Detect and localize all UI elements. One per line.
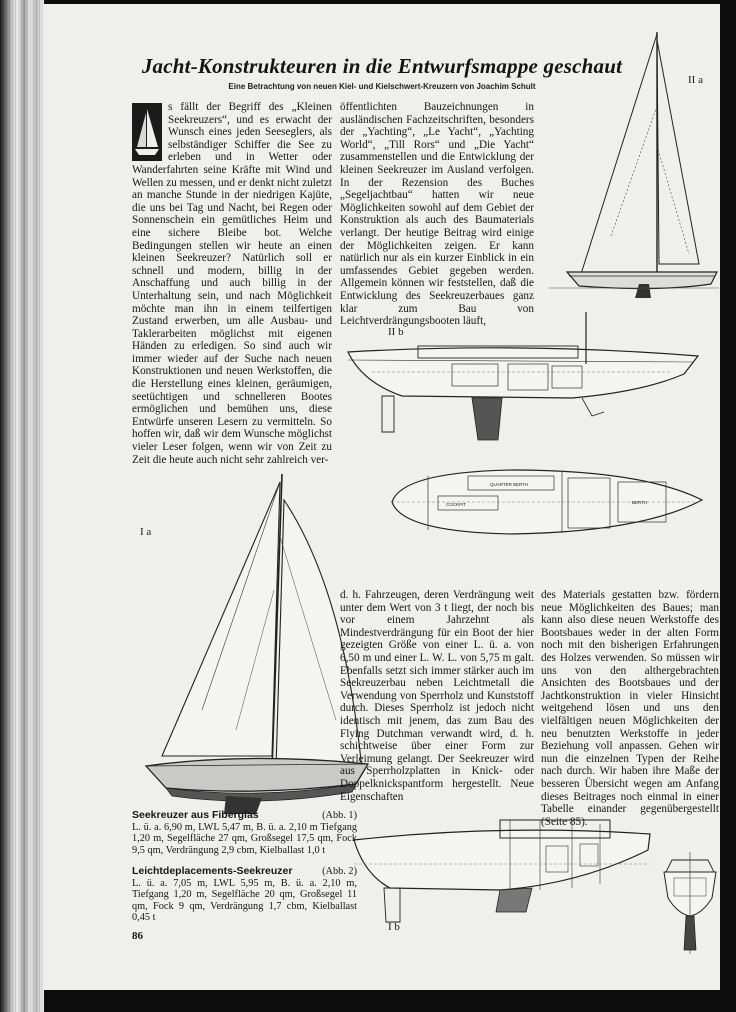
scan-right-edge <box>720 0 736 1012</box>
caption-1-title: Seekreuzer aus Fiberglas <box>132 809 259 821</box>
caption-2-ref: (Abb. 2) <box>322 866 357 877</box>
article-subtitle: Eine Betrachtung von neuen Kiel- und Kielschwert-Kreuzern von Joachim Schult <box>228 82 536 91</box>
text-column-4 <box>541 589 719 828</box>
magazine-page <box>44 4 720 990</box>
caption-1-ref: (Abb. 1) <box>322 810 357 821</box>
dropcap-e-sailboat-icon <box>132 103 162 161</box>
figure-IIb-label: II b <box>388 326 404 338</box>
caption-abb-2 <box>132 866 357 924</box>
column-2-text: öffentlichten Bauzeichnungen in ausländischen Fachzeitschriften, besonders der „Yachting“, „Le Yacht“, „Yachting World“, „Till Rors“ und „Die Yacht“ zusammenstellen und die Entwicklung der kleinen Seekreuzer im Ausland verfolgen. In der Rezension des Buches „Segeljachtbau“ hatten wir neue Möglichkeiten sowohl auf dem Gebiet der Konstruktion als auch des Baumaterials verlangt. Der heutige Beitrag wird einige der Möglichkeiten zeigen. Er kann natürlich nur als ein kurzer Einblick in ein umfassendes Gebiet gegeben werden. Allgemein können wir feststellen, daß die Entwicklung des Seekreuzerbaues ganz klar zum Bau von Leichtverdrängungsbooten läuft, <box>340 101 534 328</box>
text-column-2 <box>340 101 534 328</box>
figure-IIa-sail-plan <box>539 26 719 304</box>
caption-1-text: L. ü. a. 6,90 m, LWL 5,47 m, B. ü. a. 2,10 m Tiefgang 1,20 m, Segelfläche 27 qm, Großsegel 17,5 qm, Fock 9,5 qm, Verdrängung 2,9 cbm, Kielballast 1,0 t <box>132 821 357 856</box>
figure-IIa-label: II a <box>688 74 703 86</box>
figure-Ia-sail-plan <box>106 470 372 820</box>
column-4-text: des Materials gestatten bzw. fördern neue Möglichkeiten des Baues; man kann also diese neuen Werkstoffe des Bootsbaues weder in der alten Form noch mit den bisherigen Erfahrungen des Holzes verwenden. So müssen wir uns von den althergebrachten Ansichten des Bootsbaues und der Jachtkonstruktion in vieler Hinsicht weitgehend lösen und uns den vielfältigen neuen Möglichkeiten der neu benutzten Werkstoffe in jeder Beziehung voll anpassen. Gehen wir nun die einzelnen Typen der Reihe nach durch. Wir haben ihre Maße der besseren Übersicht wegen am Anfang dieses Beitrages noch einmal in einer Tabelle einander gegenübergestellt (Seite 85). <box>541 589 719 828</box>
figure-IIb-construction-plan <box>342 312 714 580</box>
plan-label-quarter-berth: QUARTER BERTH <box>490 482 529 487</box>
caption-2-text: L. ü. a. 7,05 m, LWL 5,95 m, B. ü. a. 2,10 m, Tiefgang 1,20 m, Segelfläche 20 qm, Großsegel 11 qm, Fock 9 qm, Verdrängung 1,7 cbm, Kielballast 0,45 t <box>132 877 357 923</box>
article-title: Jacht-Konstrukteuren in die Entwurfsmappe geschaut <box>141 54 623 78</box>
column-3-text: d. h. Fahrzeugen, deren Verdrängung weit unter dem Wert von 3 t liegt, der noch bis vor einem Jahrzehnt als Mindestverdrängung für ein Boot der hier gezeigten Größe von einer L. ü. a. von 6,50 m und einer L. W. L. von 5,75 m galt. Ebenfalls setzt sich immer stärker auch im Seekreuzerbau neben Leichtmetall die Verwendung von Sperrholz und Kunststoff durch. Dieses Sperrholz ist jedoch nicht identisch mit jenem, das zum Bau des Flying Dutchman verwandt wird, d. h. schichtweise über einer Form zur Verleimung gelangt. Der Seekreuzer wird aus Sperrholzplatten in Knick- oder Doppelknickspantform hergestellt. Neue Eigenschaften <box>340 589 534 803</box>
figure-Ib-label: I b <box>388 921 400 933</box>
figure-Ib-interior-profile <box>350 794 720 966</box>
column-1-text: s fällt der Begriff des „Kleinen Seekreuzers“, und es erwacht der Wunsch eines jeden Seeseglers, als selbständiger Schiffer die See zu erleben und in Wetter oder Wanderfahrten seine Kräfte mit Wind und Wellen zu messen, und er denkt nicht zuletzt an manche Stunde in der niedrigen Kajüte, die uns bei Tag und Nacht, bei Regen oder Sonnenschein ein gemütliches Heim und eine sichere Bleibe bot. Welche Bedingungen stellen wir heute an einen kleinen Seekreuzer? Natürlich soll er schnell und modern, billig in der Anschaffung und auch billig in der Unterhaltung sein, und nach Möglichkeit möchte man ihn in einem teilfertigen Zustand erwerben, um alle Ausbau- und Taklerarbeiten möglichst mit eigenen Händen zu erledigen. So sind auch wir immer wieder auf der Suche nach neuen Konstruktionen und neuen Werkstoffen, die die Herstellung eines kleinen, geräumigen, seetüchtigen und schnelleren Bootes ermöglichen und bemühen uns, diese Entwürfe unseren Lesern zu vermitteln. So hoffen wir, daß wir dem Wunsche möglichst vieler Leser folgen, wenn wir von Zeit zu Zeit die heute auch nicht sehr zahlreich ver- <box>132 101 332 466</box>
plan-label-berth: BERTH <box>632 500 648 505</box>
caption-2-title: Leichtdeplacements-Seekreuzer <box>132 865 293 877</box>
figure-Ia-label: I a <box>140 526 152 538</box>
binding-page-edges <box>0 0 44 1012</box>
text-column-3 <box>340 589 534 803</box>
page-number: 86 <box>132 930 143 942</box>
text-column-1 <box>132 101 332 466</box>
caption-abb-1 <box>132 810 357 856</box>
plan-label-cockpit: COCKPIT <box>446 502 467 507</box>
